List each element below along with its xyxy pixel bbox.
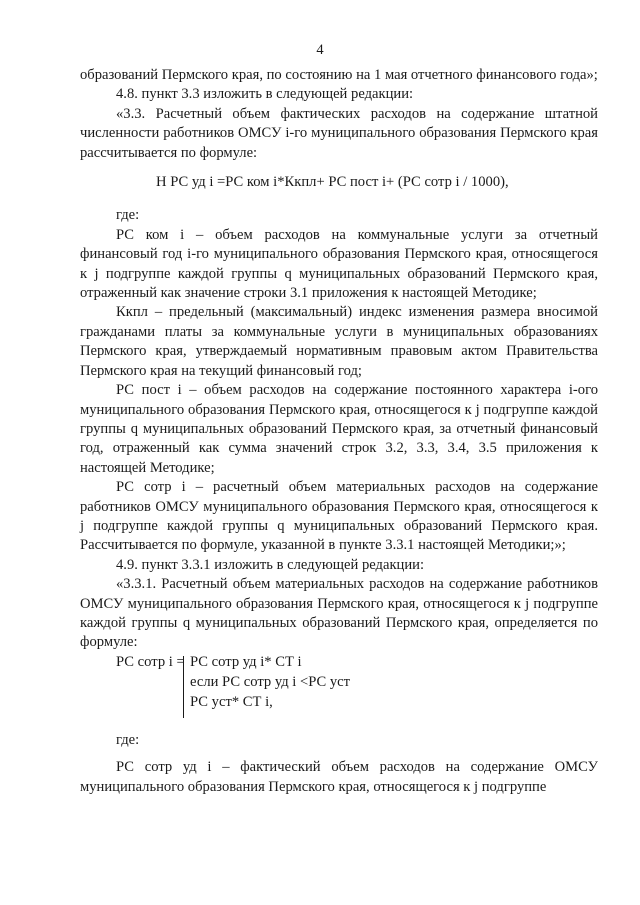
definition-rs-kom: РС ком i – объем расходов на коммунальные услуги за отчетный финансовый год i-го муниципального образования Пермского края, относящегося к j подгруппе каждой группы q муниципальных образований Пермского края, отраженный как значение строки 3.1 приложения к настоящей Методике; (80, 226, 598, 302)
document-body (80, 66, 598, 797)
paragraph-item-3-3: «3.3. Расчетный объем фактических расходов на содержание штатной численности работников ОМСУ i-го муниципального образования Пермского края рассчитывается по формуле: (80, 105, 598, 161)
paragraph-continuation: образований Пермского края, по состоянию на 1 мая отчетного финансового года»; (80, 67, 598, 83)
system-formula (80, 653, 598, 731)
definition-rs-sotr: РС сотр i – расчетный объем материальных расходов на содержание работников ОМСУ муниципального образования Пермского края, относящегося к j подгруппе каждой группы q муниципальных образований Пермского края. Рассчитывается по формуле, указанной в пункте 3.3.1 настоящей Методики;»; (80, 479, 598, 554)
system-formula-line-3: РС уст* СТ i, (190, 693, 273, 710)
system-formula-line-2: если РС сотр уд i <РС уст (190, 673, 351, 690)
where-label-2: где: (116, 731, 140, 748)
definition-rs-sotr-ud: РС сотр уд i – фактический объем расходов на содержание ОМСУ муниципального образования Пермского края, относящегося к j подгруппе (80, 759, 598, 795)
paragraph-item-3-3-1: «3.3.1. Расчетный объем материальных расходов на содержание работников ОМСУ муниципального образования Пермского края, относящегося к j подгруппе каждой группы q муниципальных образований Пермского края, определяется по формуле: (80, 576, 598, 651)
paragraph-item-4-8: 4.8. пункт 3.3 изложить в следующей редакции: (116, 86, 414, 103)
where-label: где: (116, 207, 140, 224)
main-formula: Н РС уд i =РС ком i*Ккпл+ РС пост i+ (РС сотр i / 1000), (156, 174, 509, 191)
system-formula-label: РС сотр i = (116, 653, 185, 670)
definition-kkpl: Ккпл – предельный (максимальный) индекс изменения размера вносимой гражданами платы за коммунальные услуги в муниципальных образованиях Пермского края, утверждаемый нормативным правовым актом Правительства Пермского края на текущий финансовый год; (80, 304, 598, 379)
system-formula-line-1: РС сотр уд i* СТ i (190, 653, 302, 670)
paragraph-item-4-9: 4.9. пункт 3.3.1 изложить в следующей редакции: (116, 556, 425, 573)
page-number: 4 (316, 42, 324, 58)
system-brace (183, 656, 190, 718)
definition-rs-post: РС пост i – объем расходов на содержание постоянного характера i-ого муниципального образования Пермского края, относящегося к j подгруппе каждой группы q муниципальных образований Пермского края, за отчетный финансовый год, отраженный как сумма значений строк 3.2, 3.3, 3.4, 3.5 приложения к настоящей Методике; (80, 382, 598, 476)
